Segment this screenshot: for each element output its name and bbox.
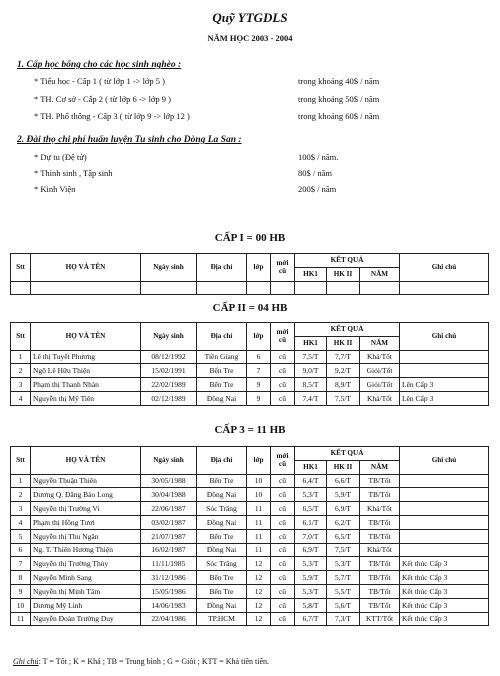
cell-hk1: 5,9/T bbox=[295, 571, 327, 585]
cap2-heading: CẤP II = 04 HB bbox=[212, 302, 288, 314]
cell-addr: Đồng Nai bbox=[197, 598, 247, 612]
table-row bbox=[11, 571, 489, 585]
cell-dob: 22/04/1986 bbox=[141, 612, 197, 626]
cap3-heading: CẤP 3 = 11 HB bbox=[214, 424, 286, 436]
cell-hk2: 6,6/T bbox=[327, 474, 360, 488]
cell-stt: 4 bbox=[11, 391, 31, 405]
cell-dob: 22/02/1989 bbox=[141, 378, 197, 392]
cell-hk2: 7,7/T bbox=[327, 350, 360, 364]
cell-name: Ngô Lê Hữu Thiện bbox=[31, 364, 141, 378]
cell-grade: 11 bbox=[247, 529, 271, 543]
cell-new: cũ bbox=[271, 557, 295, 571]
cell-new: cũ bbox=[271, 502, 295, 516]
col-hk2: HK II bbox=[327, 336, 360, 350]
cell-grade: 9 bbox=[247, 391, 271, 405]
cell-name: Nguyễn thị Trường Thủy bbox=[31, 557, 141, 571]
col-result: KẾT QUẢ bbox=[295, 323, 400, 337]
cell-year: TB/Tốt bbox=[360, 474, 400, 488]
col-name: HỌ VÀ TÊN bbox=[31, 447, 141, 475]
cell-note: Lên Cấp 3 bbox=[400, 378, 489, 392]
cell-new: cũ bbox=[271, 515, 295, 529]
col-grade: lớp bbox=[247, 323, 271, 351]
cell-hk1: 6,7/T bbox=[295, 612, 327, 626]
cell-hk2: 7,5/T bbox=[327, 543, 360, 557]
cell-grade: 12 bbox=[247, 557, 271, 571]
cell-hk1: 6,1/T bbox=[295, 515, 327, 529]
cell-dob: 11/11/1985 bbox=[141, 557, 197, 571]
cell-grade: 6 bbox=[247, 350, 271, 364]
cell-addr: TP.HCM bbox=[197, 612, 247, 626]
cell-grade: 7 bbox=[247, 364, 271, 378]
page-title: Quỹ YTGDLS bbox=[212, 10, 288, 25]
cell-name: Nguyễn thị Minh Tâm bbox=[31, 584, 141, 598]
cap3-table bbox=[10, 446, 489, 626]
cell-year: TB/Tốt bbox=[360, 584, 400, 598]
cell-year: TB/Tốt bbox=[360, 515, 400, 529]
cell-hk1: 9,0/T bbox=[295, 364, 327, 378]
cell-hk2: 5,3/T bbox=[327, 557, 360, 571]
cell-name: Ng. T. Thiên Hương Thiện bbox=[31, 543, 141, 557]
cell-new: cũ bbox=[271, 612, 295, 626]
cell-new: cũ bbox=[271, 543, 295, 557]
cell-name: Dương Q. Đăng Bảo Long bbox=[31, 488, 141, 502]
cell-dob: 31/12/1986 bbox=[141, 571, 197, 585]
cell-dob: 30/04/1988 bbox=[141, 488, 197, 502]
cell-stt: 1 bbox=[11, 474, 31, 488]
cell-stt: 8 bbox=[11, 571, 31, 585]
cell-grade: 11 bbox=[247, 543, 271, 557]
cell-year: TB/Tốt bbox=[360, 488, 400, 502]
table-row bbox=[11, 350, 489, 364]
cell-stt: 9 bbox=[11, 584, 31, 598]
table-row bbox=[11, 598, 489, 612]
col-name: HỌ VÀ TÊN bbox=[31, 254, 141, 282]
cell-dob: 08/12/1992 bbox=[141, 350, 197, 364]
cell-grade: 10 bbox=[247, 474, 271, 488]
cell-name: Nguyễn Đoàn Trường Duy bbox=[31, 612, 141, 626]
cell-dob: 21/07/1987 bbox=[141, 529, 197, 543]
col-name: HỌ VÀ TÊN bbox=[31, 323, 141, 351]
cell-new: cũ bbox=[271, 378, 295, 392]
cell-addr: Tiền Giang bbox=[197, 350, 247, 364]
cell-stt: 4 bbox=[11, 515, 31, 529]
col-addr: Địa chỉ bbox=[197, 323, 247, 351]
cell-dob: 15/05/1986 bbox=[141, 584, 197, 598]
col-addr: Địa chỉ bbox=[197, 254, 247, 282]
cell-addr: Sóc Trăng bbox=[197, 557, 247, 571]
cell-name: Phạm thị Hồng Tươi bbox=[31, 515, 141, 529]
cell-hk2: 5,6/T bbox=[327, 598, 360, 612]
cell-note bbox=[400, 515, 489, 529]
table-row bbox=[11, 364, 489, 378]
cell-dob: 22/06/1987 bbox=[141, 502, 197, 516]
cell-note bbox=[400, 350, 489, 364]
cell-addr: Đồng Nai bbox=[197, 488, 247, 502]
cell-name: Nguyễn thị Thu Ngân bbox=[31, 529, 141, 543]
cell-note bbox=[400, 529, 489, 543]
cell-note: Kết thúc Cấp 3 bbox=[400, 571, 489, 585]
cell-hk2: 6,5/T bbox=[327, 529, 360, 543]
cell-stt: 3 bbox=[11, 502, 31, 516]
cell-addr: Đồng Nai bbox=[197, 515, 247, 529]
col-hk2: HK II bbox=[327, 460, 360, 474]
col-year: NĂM bbox=[360, 460, 400, 474]
table-row bbox=[11, 502, 489, 516]
col-new: mới cũ bbox=[271, 254, 295, 282]
cell-name: Nguyễn thị Trường Vi bbox=[31, 502, 141, 516]
table-row bbox=[11, 515, 489, 529]
section1-heading: 1. Cấp học bổng cho các học sinh nghèo : bbox=[17, 60, 182, 70]
cell-hk2: 7,3/T bbox=[327, 612, 360, 626]
table-row bbox=[11, 281, 489, 295]
cell-stt: 11 bbox=[11, 612, 31, 626]
cap2-table bbox=[10, 322, 489, 406]
col-result: KẾT QUẢ bbox=[295, 254, 400, 268]
col-year: NĂM bbox=[360, 336, 400, 350]
cell-stt: 5 bbox=[11, 529, 31, 543]
cell-addr: Bến Tre bbox=[197, 364, 247, 378]
cap1-table bbox=[10, 253, 489, 295]
cell-grade: 12 bbox=[247, 612, 271, 626]
cell-addr: Sóc Trăng bbox=[197, 502, 247, 516]
col-hk1: HK1 bbox=[295, 336, 327, 350]
cell-new: cũ bbox=[271, 350, 295, 364]
cell-name: Nguyễn thị Mỹ Tiên bbox=[31, 391, 141, 405]
footnote-label: Ghi chú bbox=[13, 657, 39, 666]
cell-hk1: 8,5/T bbox=[295, 378, 327, 392]
cell-new: cũ bbox=[271, 584, 295, 598]
table-row bbox=[11, 557, 489, 571]
cell-stt: 2 bbox=[11, 364, 31, 378]
col-dob: Ngày sinh bbox=[141, 254, 197, 282]
col-year: NĂM bbox=[360, 267, 400, 281]
col-addr: Địa chỉ bbox=[197, 447, 247, 475]
cell-note: Kết thúc Cấp 3 bbox=[400, 612, 489, 626]
cell-year: Khá/Tốt bbox=[360, 502, 400, 516]
footnote bbox=[13, 657, 269, 666]
col-new: mới cũ bbox=[271, 323, 295, 351]
cell-stt: 2 bbox=[11, 488, 31, 502]
cell-addr: Bến Tre bbox=[197, 474, 247, 488]
cell-hk1: 7,5/T bbox=[295, 350, 327, 364]
col-grade: lớp bbox=[247, 447, 271, 475]
cell-hk1: 6,5/T bbox=[295, 502, 327, 516]
cell-name: Nguyễn Minh Sang bbox=[31, 571, 141, 585]
cell-note: Kết thúc Cấp 3 bbox=[400, 557, 489, 571]
cell-name: Dương Mỹ Linh bbox=[31, 598, 141, 612]
cell-hk2: 5,9/T bbox=[327, 488, 360, 502]
school-year: NĂM HỌC 2003 - 2004 bbox=[207, 33, 293, 43]
cell-year: TB/Tốt bbox=[360, 571, 400, 585]
cell-year: Khá/Tốt bbox=[360, 391, 400, 405]
cell-year: Khá/Tốt bbox=[360, 350, 400, 364]
col-dob: Ngày sinh bbox=[141, 447, 197, 475]
cell-year: Giỏi/Tốt bbox=[360, 378, 400, 392]
cell-name: Lê thị Tuyết Phương bbox=[31, 350, 141, 364]
cell-hk1: 5,3/T bbox=[295, 557, 327, 571]
cell-addr: Bến Tre bbox=[197, 529, 247, 543]
table-row bbox=[11, 543, 489, 557]
cell-hk2: 8,9/T bbox=[327, 378, 360, 392]
cell-name: Phạm thị Thanh Nhàn bbox=[31, 378, 141, 392]
table-row bbox=[11, 529, 489, 543]
table-row bbox=[11, 612, 489, 626]
col-note: Ghi chú bbox=[400, 323, 489, 351]
cell-note bbox=[400, 543, 489, 557]
cell-note bbox=[400, 502, 489, 516]
cell-hk2: 7,5/T bbox=[327, 391, 360, 405]
cell-hk1: 5,3/T bbox=[295, 584, 327, 598]
cell-new: cũ bbox=[271, 364, 295, 378]
cell-note: Lên Cấp 3 bbox=[400, 391, 489, 405]
cell-note: Kết thúc Cấp 3 bbox=[400, 584, 489, 598]
col-stt: Stt bbox=[11, 323, 31, 351]
cell-stt: 10 bbox=[11, 598, 31, 612]
cell-grade: 12 bbox=[247, 598, 271, 612]
cell-grade: 12 bbox=[247, 584, 271, 598]
col-stt: Stt bbox=[11, 254, 31, 282]
cell-hk2: 5,7/T bbox=[327, 571, 360, 585]
cell-new: cũ bbox=[271, 391, 295, 405]
table-row bbox=[11, 378, 489, 392]
cell-hk1: 5,3/T bbox=[295, 488, 327, 502]
table-row bbox=[11, 474, 489, 488]
cell-year: Khá/Tốt bbox=[360, 543, 400, 557]
col-grade: lớp bbox=[247, 254, 271, 282]
cell-addr: Bến Tre bbox=[197, 584, 247, 598]
cell-stt: 7 bbox=[11, 557, 31, 571]
cell-grade: 9 bbox=[247, 378, 271, 392]
cap1-heading: CẤP I = 00 HB bbox=[214, 232, 286, 244]
cell-note bbox=[400, 488, 489, 502]
cell-year: TB/Tốt bbox=[360, 598, 400, 612]
cell-year: TB/Tốt bbox=[360, 529, 400, 543]
col-note: Ghi chú bbox=[400, 447, 489, 475]
cell-addr: Bến Tre bbox=[197, 378, 247, 392]
cell-name: Nguyễn Thuận Thiên bbox=[31, 474, 141, 488]
cell-hk2: 6,9/T bbox=[327, 502, 360, 516]
cell-hk2: 6,2/T bbox=[327, 515, 360, 529]
cell-stt: 3 bbox=[11, 378, 31, 392]
section2-heading: 2. Đài thọ chi phí huấn luyện Tu sinh cho Dòng La San : bbox=[17, 135, 242, 145]
cell-new: cũ bbox=[271, 529, 295, 543]
table-row bbox=[11, 584, 489, 598]
cell-new: cũ bbox=[271, 571, 295, 585]
cell-new: cũ bbox=[271, 598, 295, 612]
cell-note bbox=[400, 364, 489, 378]
cell-hk2: 5,5/T bbox=[327, 584, 360, 598]
footnote-text: : T = Tốt ; K = Khá ; TB = Trung bình ; G = Giỏi ; KTT = Khá tiên tiến. bbox=[38, 657, 270, 666]
cell-addr: Đồng Nai bbox=[197, 391, 247, 405]
table-row bbox=[11, 488, 489, 502]
cell-addr: Đồng Nai bbox=[197, 543, 247, 557]
cell-note bbox=[400, 474, 489, 488]
cell-dob: 16/02/1987 bbox=[141, 543, 197, 557]
cell-year: Giỏi/Tốt bbox=[360, 364, 400, 378]
cell-dob: 30/05/1988 bbox=[141, 474, 197, 488]
col-hk1: HK1 bbox=[295, 267, 327, 281]
cell-dob: 02/12/1989 bbox=[141, 391, 197, 405]
cell-hk1: 6,4/T bbox=[295, 474, 327, 488]
cell-year: KTT/Tốt bbox=[360, 612, 400, 626]
cell-dob: 14/06/1983 bbox=[141, 598, 197, 612]
col-stt: Stt bbox=[11, 447, 31, 475]
cell-year: TB/Tốt bbox=[360, 557, 400, 571]
col-result: KẾT QUẢ bbox=[295, 447, 400, 461]
cell-stt: 6 bbox=[11, 543, 31, 557]
cell-stt: 1 bbox=[11, 350, 31, 364]
cell-grade: 11 bbox=[247, 502, 271, 516]
cell-dob: 03/02/1987 bbox=[141, 515, 197, 529]
cell-dob: 15/02/1991 bbox=[141, 364, 197, 378]
cell-new: cũ bbox=[271, 488, 295, 502]
cell-addr: Bến Tre bbox=[197, 571, 247, 585]
col-hk1: HK1 bbox=[295, 460, 327, 474]
table-row bbox=[11, 391, 489, 405]
cell-grade: 11 bbox=[247, 515, 271, 529]
cell-grade: 10 bbox=[247, 488, 271, 502]
col-dob: Ngày sinh bbox=[141, 323, 197, 351]
cell-hk1: 6,9/T bbox=[295, 543, 327, 557]
cell-grade: 12 bbox=[247, 571, 271, 585]
cell-hk1: 5,8/T bbox=[295, 598, 327, 612]
cell-new: cũ bbox=[271, 474, 295, 488]
cell-note: Kết thúc Cấp 3 bbox=[400, 598, 489, 612]
col-hk2: HK II bbox=[327, 267, 360, 281]
col-new: mới cũ bbox=[271, 447, 295, 475]
cell-hk2: 9,2/T bbox=[327, 364, 360, 378]
cell-hk1: 7,0/T bbox=[295, 529, 327, 543]
col-note: Ghi chú bbox=[400, 254, 489, 282]
cell-hk1: 7,4/T bbox=[295, 391, 327, 405]
